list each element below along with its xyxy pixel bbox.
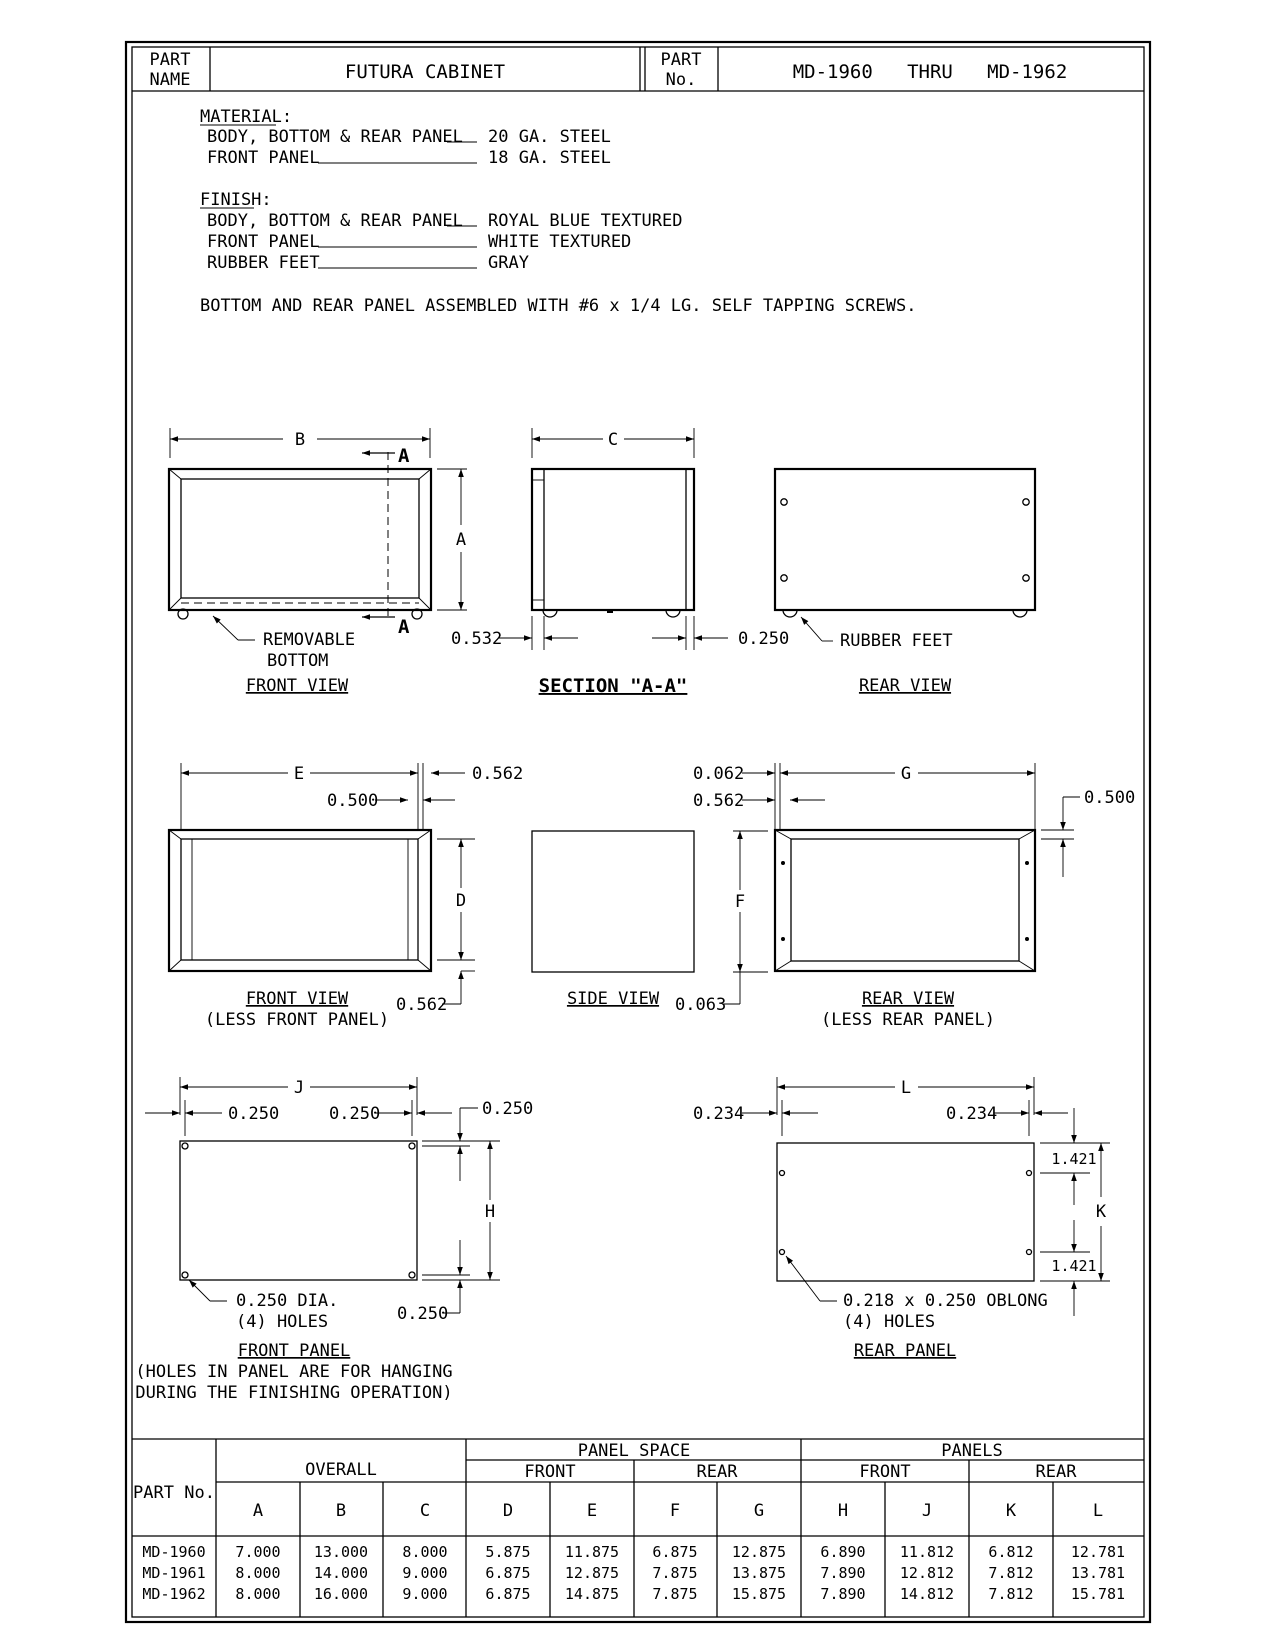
part-name-label: PART [149, 50, 191, 70]
oblong-hole-count-callout: (4) HOLES [843, 1312, 936, 1332]
front-panel-note: (HOLES IN PANEL ARE FOR HANGING [135, 1362, 453, 1382]
table-cell: 13.000 [313, 1543, 369, 1561]
dimension-table [132, 1439, 1144, 1617]
side-view [532, 831, 694, 1009]
table-column-header: K [1005, 1501, 1017, 1521]
hole-count-callout: (4) HOLES [236, 1312, 329, 1332]
section-caption: SECTION "A-A" [538, 675, 688, 697]
finish-item: RUBBER FEET [207, 253, 320, 273]
material-heading: MATERIAL: [200, 107, 293, 127]
hole-callout: 0.250 DIA. [236, 1291, 339, 1311]
rear-view-caption: REAR VIEW [858, 676, 952, 696]
notes [200, 107, 916, 316]
front-panel-caption: FRONT PANEL [237, 1341, 351, 1361]
table-cell: 14.000 [313, 1564, 369, 1582]
table-cell: 6.875 [652, 1543, 698, 1561]
dim-d-label: D [455, 891, 467, 911]
part-no-label-2: No. [665, 70, 697, 90]
table-cell: 15.875 [731, 1585, 787, 1603]
dim-j-label: J [293, 1078, 305, 1098]
front-view-caption: FRONT VIEW [245, 676, 349, 696]
table-overall-header: OVERALL [305, 1460, 377, 1480]
table-cell: 7.890 [820, 1585, 866, 1603]
front-panel-note-2: DURING THE FINISHING OPERATION) [135, 1383, 453, 1403]
material-value: 20 GA. STEEL [488, 127, 611, 147]
table-cell: 6.890 [820, 1543, 866, 1561]
dim-k-label: K [1095, 1202, 1107, 1222]
table-rear-header: REAR [1035, 1462, 1077, 1482]
dim-g-label: G [900, 764, 912, 784]
table-column-header: J [921, 1501, 933, 1521]
dim-0532-label: 0.532 [451, 629, 503, 649]
table-panel-space-header: PANEL SPACE [577, 1441, 691, 1461]
table-cell: 7.812 [988, 1585, 1034, 1603]
table-cell: 8.000 [402, 1543, 448, 1561]
table-cell: 11.812 [899, 1543, 955, 1561]
finish-heading: FINISH: [200, 190, 272, 210]
table-cell: 14.812 [899, 1585, 955, 1603]
table-cell: 13.781 [1070, 1564, 1126, 1582]
table-column-header: C [419, 1501, 431, 1521]
table-column-header: L [1092, 1501, 1104, 1521]
removable-callout: REMOVABLE [263, 630, 356, 650]
dim-e-label: E [293, 764, 305, 784]
table-cell: 11.875 [564, 1543, 620, 1561]
rubber-feet-callout: RUBBER FEET [840, 631, 953, 651]
table-column-header: F [669, 1501, 681, 1521]
rear-panel-caption: REAR PANEL [853, 1341, 957, 1361]
material-item: BODY, BOTTOM & REAR PANEL [207, 127, 463, 147]
section-view [451, 428, 789, 697]
table-cell: 15.781 [1070, 1585, 1126, 1603]
dim-0250-label: 0.250 [738, 629, 790, 649]
table-cell: 6.875 [485, 1564, 531, 1582]
dim-a-label: A [455, 530, 467, 550]
table-front-header: FRONT [524, 1462, 576, 1482]
rear-view-less-panel [675, 763, 1135, 1030]
table-cell: 6.875 [485, 1585, 531, 1603]
dim-l-label: L [900, 1078, 912, 1098]
table-part-cell: MD-1962 [142, 1585, 206, 1603]
finish-value: ROYAL BLUE TEXTURED [488, 211, 683, 231]
finish-item: FRONT PANEL [207, 232, 320, 252]
dim-f-label: F [734, 892, 746, 912]
front-view [169, 428, 467, 696]
table-cell: 16.000 [313, 1585, 369, 1603]
table-column-header: G [753, 1501, 765, 1521]
part-name-label-2: NAME [149, 70, 191, 90]
part-name-value: FUTURA CABINET [344, 61, 506, 83]
material-value: 18 GA. STEEL [488, 148, 611, 168]
front-view-less-panel [169, 763, 523, 1030]
title-block [132, 47, 1144, 91]
dim-0562-top-label: 0.562 [472, 764, 524, 784]
table-cell: 6.812 [988, 1543, 1034, 1561]
table-cell: 7.000 [235, 1543, 281, 1561]
rear-panel-view [693, 1077, 1110, 1361]
dim-0250-left-label: 0.250 [228, 1104, 280, 1124]
part-no-value: MD-1960 THRU MD-1962 [792, 61, 1068, 83]
dim-0250-bottom-label: 0.250 [397, 1304, 449, 1324]
rear-view [775, 469, 1035, 696]
dim-0234-left-label: 0.234 [693, 1104, 745, 1124]
dim-1421-bottom-label: 1.421 [1051, 1257, 1097, 1275]
table-column-header: H [837, 1501, 849, 1521]
dim-0062-label: 0.062 [693, 764, 745, 784]
dim-h-label: H [484, 1202, 496, 1222]
table-cell: 7.875 [652, 1585, 698, 1603]
rear-less-subcaption: (LESS REAR PANEL) [821, 1010, 995, 1030]
front-panel-view [135, 1077, 533, 1403]
table-cell: 14.875 [564, 1585, 620, 1603]
side-view-caption: SIDE VIEW [566, 989, 660, 1009]
finish-value: GRAY [488, 253, 529, 273]
table-cell: 12.875 [564, 1564, 620, 1582]
table-column-header: E [586, 1501, 598, 1521]
table-cell: 7.875 [652, 1564, 698, 1582]
front-less-subcaption: (LESS FRONT PANEL) [204, 1010, 390, 1030]
table-cell: 9.000 [402, 1585, 448, 1603]
table-part-cell: MD-1961 [142, 1564, 206, 1582]
dim-0562-label: 0.562 [693, 791, 745, 811]
table-cell: 12.875 [731, 1543, 787, 1561]
table-cell: 9.000 [402, 1564, 448, 1582]
dim-0250-top-label: 0.250 [482, 1099, 534, 1119]
finish-value: WHITE TEXTURED [488, 232, 632, 252]
table-column-header: D [502, 1501, 514, 1521]
dim-0500-label: 0.500 [327, 791, 379, 811]
table-column-header: A [252, 1501, 264, 1521]
table-cell: 12.812 [899, 1564, 955, 1582]
table-cell: 7.890 [820, 1564, 866, 1582]
table-column-header: B [335, 1501, 347, 1521]
section-mark-top: A [398, 445, 410, 467]
table-part-no-header: PART No. [133, 1483, 215, 1503]
dim-0234-right-label: 0.234 [946, 1104, 998, 1124]
removable-callout-2: BOTTOM [267, 651, 329, 671]
front-less-caption: FRONT VIEW [245, 989, 349, 1009]
dim-1421-top-label: 1.421 [1051, 1150, 1097, 1168]
rear-less-caption: REAR VIEW [861, 989, 955, 1009]
dim-c-label: C [607, 430, 619, 450]
table-cell: 5.875 [485, 1543, 531, 1561]
table-part-cell: MD-1960 [142, 1543, 206, 1561]
table-cell: 12.781 [1070, 1543, 1126, 1561]
table-cell: 8.000 [235, 1585, 281, 1603]
assembly-note: BOTTOM AND REAR PANEL ASSEMBLED WITH #6 x 1/4 LG. SELF TAPPING SCREWS. [200, 296, 917, 316]
table-cell: 8.000 [235, 1564, 281, 1582]
dim-0063-label: 0.063 [675, 995, 727, 1015]
section-mark-bottom: A [398, 616, 410, 638]
table-cell: 7.812 [988, 1564, 1034, 1582]
material-item: FRONT PANEL [207, 148, 320, 168]
oblong-hole-callout: 0.218 x 0.250 OBLONG [843, 1291, 1048, 1311]
dim-0500-rear-label: 0.500 [1084, 788, 1136, 808]
table-cell: 13.875 [731, 1564, 787, 1582]
part-no-label: PART [660, 50, 702, 70]
dim-0562-bot-label: 0.562 [396, 995, 448, 1015]
finish-item: BODY, BOTTOM & REAR PANEL [207, 211, 463, 231]
table-front-header: FRONT [859, 1462, 911, 1482]
table-rear-header: REAR [696, 1462, 738, 1482]
dim-0250-right-label: 0.250 [329, 1104, 381, 1124]
dim-b-label: B [294, 430, 306, 450]
table-panels-header: PANELS [941, 1441, 1003, 1461]
